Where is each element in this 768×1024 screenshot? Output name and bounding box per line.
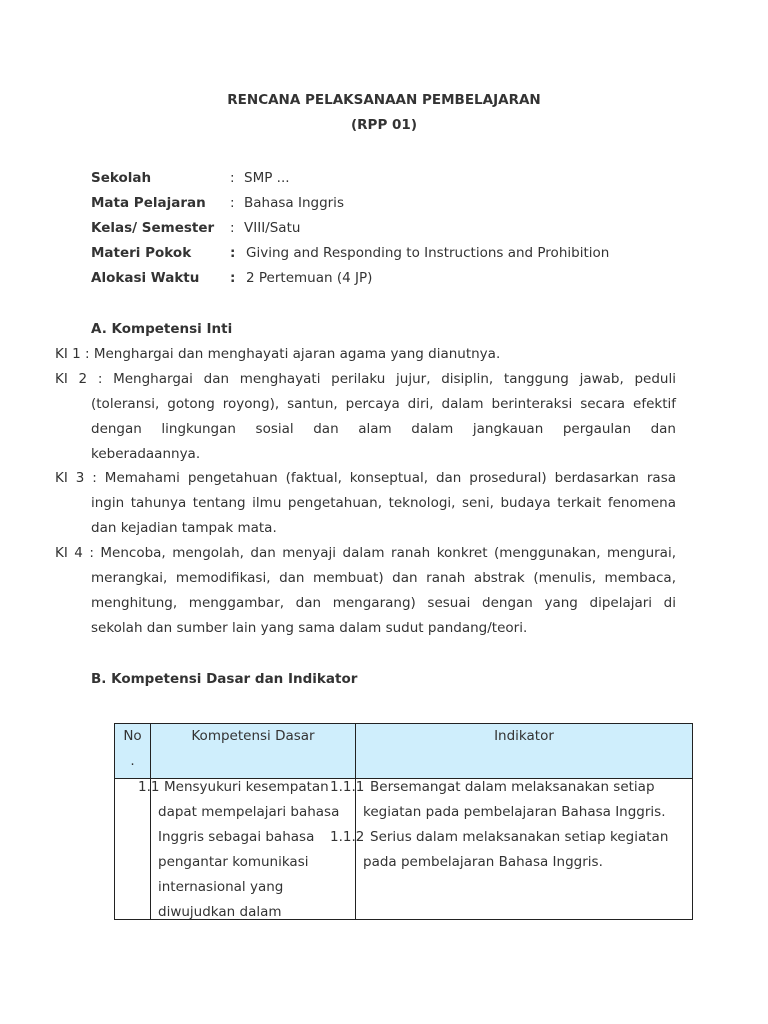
value-sekolah: SMP ...	[244, 170, 290, 186]
ki4-line1: KI 4 : Mencoba, mengolah, dan menyaji dalam ranah konkret (menggunakan, mengurai,	[55, 545, 676, 561]
colon: :	[230, 220, 235, 236]
ki4-line2: merangkai, memodifikasi, dan membuat) dan ranah abstrak (menulis, membaca,	[91, 570, 676, 586]
header-indikator: Indikator	[356, 724, 693, 779]
header-no-line2: .	[130, 753, 135, 769]
ki2-line1: KI 2 : Menghargai dan menghayati perilaku jujur, disiplin, tanggung jawab, peduli	[55, 371, 676, 387]
ki2-line4: keberadaannya.	[91, 446, 201, 462]
colon: :	[230, 195, 235, 211]
ki4-line3: menghitung, menggambar, dan mengarang) sesuai dengan yang dipelajari di	[91, 595, 676, 611]
value-materi-pokok: Giving and Responding to Instructions and Prohibition	[246, 245, 610, 261]
kd-line: Mensyukuri kesempatan	[164, 779, 329, 795]
header-kompetensi-dasar: Kompetensi Dasar	[151, 724, 356, 779]
colon: :	[230, 170, 235, 186]
value-kelas-semester: VIII/Satu	[244, 220, 301, 236]
indikator-number: 1.1.2	[330, 829, 365, 845]
header-no-line1: No	[123, 728, 142, 744]
ki3-line1: KI 3 : Memahami pengetahuan (faktual, konseptual, dan prosedural) berdasarkan rasa	[55, 470, 676, 486]
cell-no	[115, 779, 151, 920]
label-alokasi-waktu: Alokasi Waktu	[91, 270, 200, 286]
label-mata-pelajaran: Mata Pelajaran	[91, 195, 206, 211]
heading-kompetensi-dasar: B. Kompetensi Dasar dan Indikator	[91, 671, 358, 687]
ki2-line3: dengan lingkungan sosial dan alam dalam jangkauan pergaulan dan	[91, 421, 676, 437]
table-header-row	[115, 724, 693, 779]
indikator-line: Serius dalam melaksanakan setiap kegiatan	[370, 829, 669, 845]
colon: :	[230, 270, 236, 286]
label-materi-pokok: Materi Pokok	[91, 245, 192, 261]
value-mata-pelajaran: Bahasa Inggris	[244, 195, 344, 211]
kd-line: pengantar komunikasi	[158, 854, 309, 870]
kd-line: Inggris sebagai bahasa	[158, 829, 315, 845]
table-row	[115, 779, 693, 920]
ki3-line3: dan kejadian tampak mata.	[91, 520, 277, 536]
header-no	[115, 724, 151, 779]
doc-subtitle: (RPP 01)	[350, 117, 417, 133]
kd-line: dapat mempelajari bahasa	[158, 804, 340, 820]
ki1-text: KI 1 : Menghargai dan menghayati ajaran agama yang dianutnya.	[55, 346, 501, 362]
doc-title: RENCANA PELAKSANAAN PEMBELAJARAN	[227, 92, 541, 108]
indikator-line: kegiatan pada pembelajaran Bahasa Inggris.	[363, 804, 666, 820]
colon: :	[230, 245, 236, 261]
cell-kompetensi-dasar	[138, 779, 356, 920]
indikator-number: 1.1.1	[330, 779, 365, 795]
heading-kompetensi-inti: A. Kompetensi Inti	[91, 321, 233, 337]
label-sekolah: Sekolah	[91, 170, 152, 186]
cell-indikator	[330, 779, 693, 920]
ki3-line2: ingin tahunya tentang ilmu pengetahuan, teknologi, seni, budaya terkait fenomena	[91, 495, 676, 511]
ki4-line4: sekolah dan sumber lain yang sama dalam sudut pandang/teori.	[91, 620, 528, 636]
label-kelas-semester: Kelas/ Semester	[91, 220, 215, 236]
indikator-line: Bersemangat dalam melaksanakan setiap	[370, 779, 655, 795]
value-alokasi-waktu: 2 Pertemuan (4 JP)	[246, 270, 373, 286]
kd-line: diwujudkan dalam	[158, 904, 282, 920]
indikator-line: pada pembelajaran Bahasa Inggris.	[363, 854, 603, 870]
kd-number: 1.1	[138, 779, 160, 795]
kd-indikator-table	[114, 723, 693, 920]
kd-line: internasional yang	[158, 879, 284, 895]
ki2-line2: (toleransi, gotong royong), santun, percaya diri, dalam berinteraksi secara efektif	[91, 396, 676, 412]
